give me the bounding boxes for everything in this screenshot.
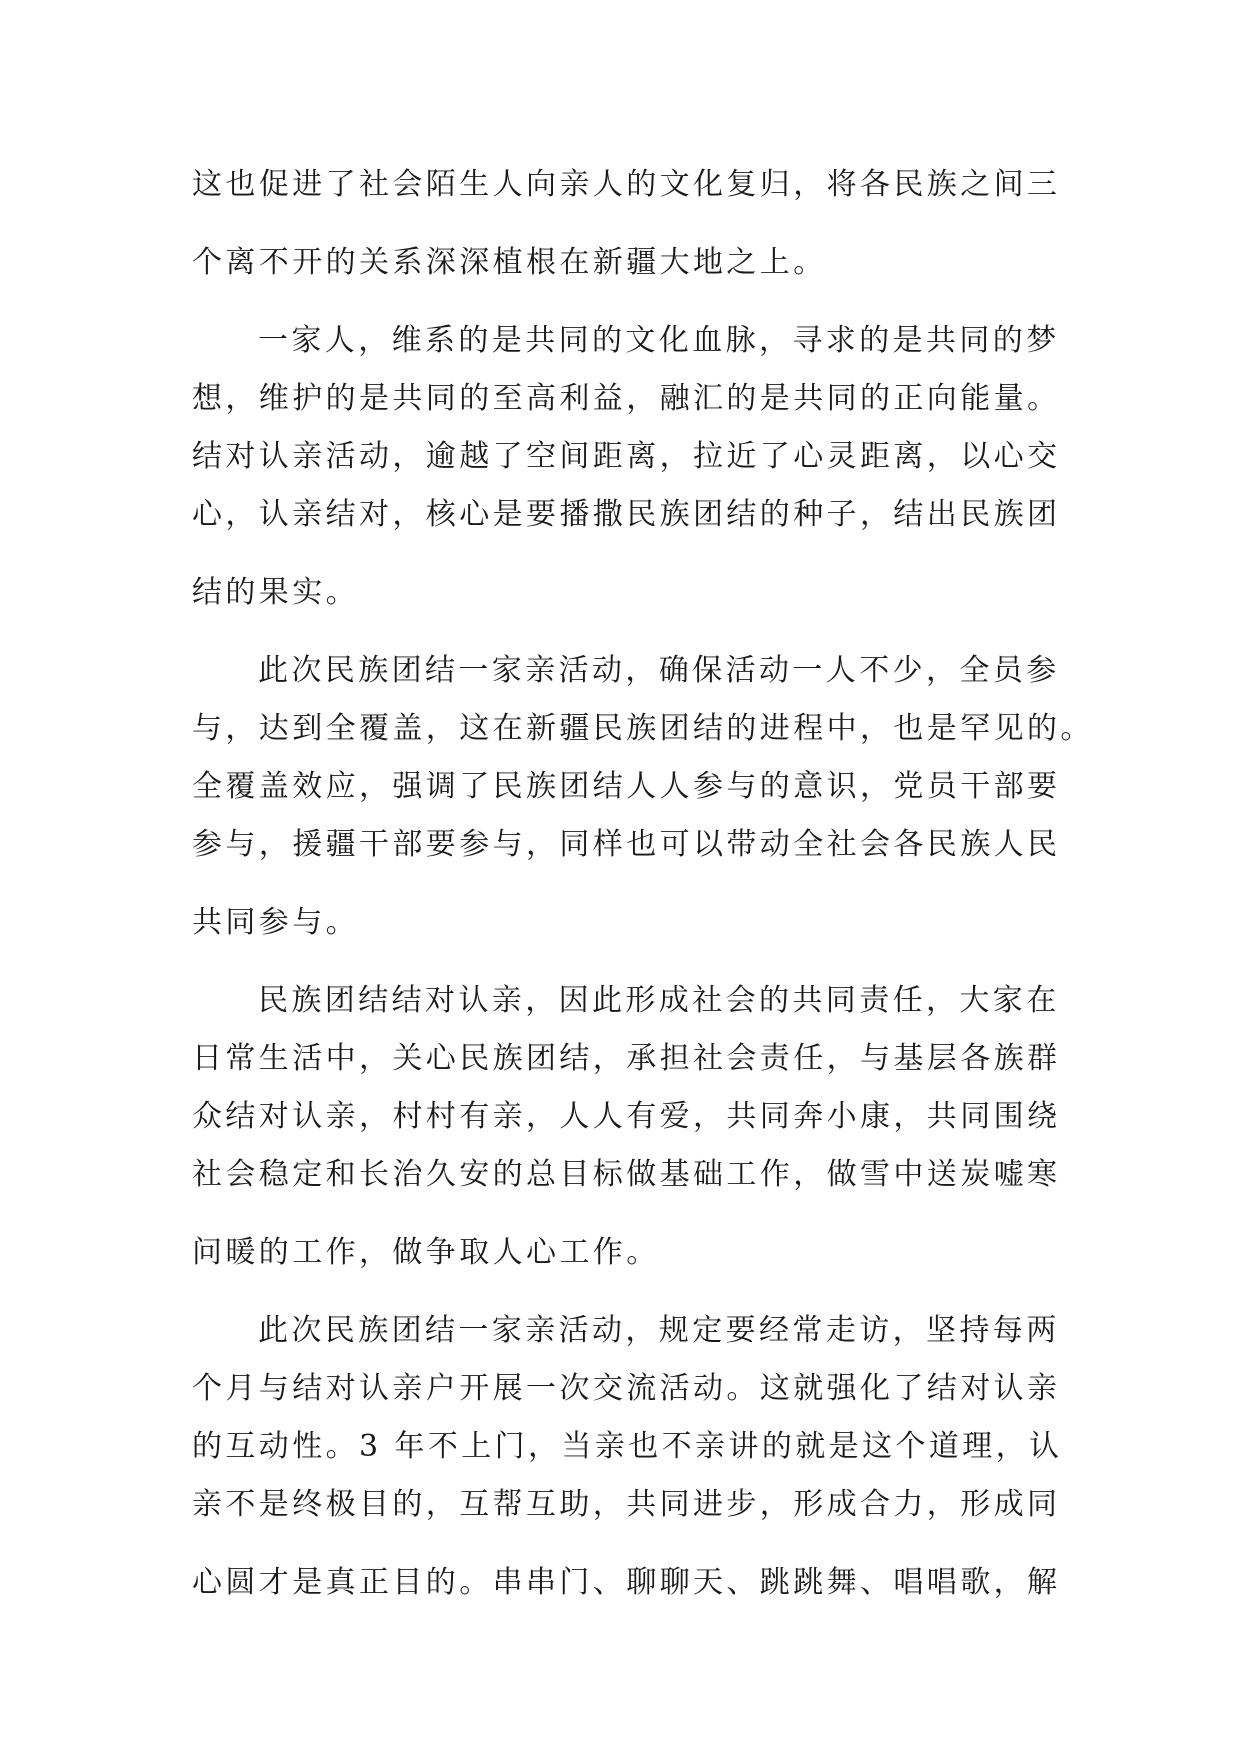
- paragraph-line: 共同参与。: [192, 905, 359, 940]
- paragraph-line: 的互动性。3 年不上门，当亲也不亲讲的就是这个道理，认: [192, 1429, 1063, 1464]
- paragraph-line: 众结对认亲，村村有亲，人人有爱，共同奔小康，共同围绕: [192, 1099, 1061, 1134]
- paragraph-line: 一家人，维系的是共同的文化血脉，寻求的是共同的梦: [258, 323, 1060, 358]
- paragraph-line: 结的果实。: [192, 575, 359, 610]
- paragraph-line: 社会稳定和长治久安的总目标做基础工作，做雪中送炭嘘寒: [192, 1157, 1061, 1192]
- paragraph-line: 个离不开的关系深深植根在新疆大地之上。: [192, 245, 827, 280]
- paragraph-line: 想，维护的是共同的至高利益，融汇的是共同的正向能量。: [192, 381, 1061, 416]
- paragraph-4: [192, 972, 1061, 1282]
- paragraph-line: 亲不是终极目的，互帮互助，共同进步，形成合力，形成同: [192, 1487, 1061, 1522]
- paragraph-line: 问暖的工作，做争取人心工作。: [192, 1235, 660, 1270]
- paragraph-5: [192, 1302, 1063, 1612]
- paragraph-line: 民族团结结对认亲，因此形成社会的共同责任，大家在: [258, 983, 1060, 1018]
- paragraph-line: 心，认亲结对，核心是要播撒民族团结的种子，结出民族团: [192, 497, 1061, 532]
- paragraph-line: 心圆才是真正目的。串串门、聊聊天、跳跳舞、唱唱歌，解: [192, 1565, 1061, 1600]
- paragraph-line: 全覆盖效应，强调了民族团结人人参与的意识，党员干部要: [192, 769, 1061, 804]
- paragraph-line: 这也促进了社会陌生人向亲人的文化复归，将各民族之间三: [192, 167, 1061, 202]
- paragraph-line: 结对认亲活动，逾越了空间距离，拉近了心灵距离，以心交: [192, 439, 1061, 474]
- paragraph-line: 日常生活中，关心民族团结，承担社会责任，与基层各族群: [192, 1041, 1061, 1076]
- paragraph-line: 此次民族团结一家亲活动，规定要经常走访，坚持每两: [258, 1313, 1060, 1348]
- paragraph-line: 此次民族团结一家亲活动，确保活动一人不少，全员参: [258, 653, 1060, 688]
- paragraph-line: 个月与结对认亲户开展一次交流活动。这就强化了结对认亲: [192, 1371, 1061, 1406]
- paragraph-line: 参与，援疆干部要参与，同样也可以带动全社会各民族人民: [192, 827, 1061, 862]
- paragraph-1: [192, 156, 1061, 292]
- document-body: [192, 156, 1094, 1612]
- paragraph-2: [192, 312, 1061, 622]
- paragraph-line: 与，达到全覆盖，这在新疆民族团结的进程中，也是罕见的。: [192, 711, 1094, 746]
- paragraph-3: [192, 642, 1094, 952]
